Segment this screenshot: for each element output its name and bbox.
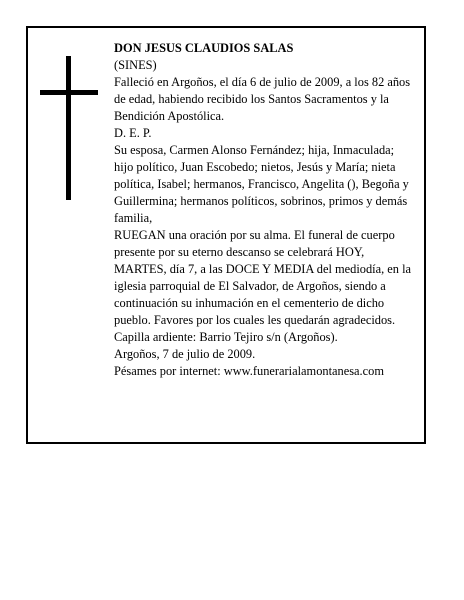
deceased-name: DON JESUS CLAUDIOS SALAS: [114, 41, 294, 55]
cross-icon: [40, 56, 98, 200]
funeral-details: RUEGAN una oración por su alma. El funeral de cuerpo presente por su eterno descanso se celebrará HOY, MARTES, día 7, a las DOCE Y MEDIA del mediodía, en la iglesia parroquial de El Salvador, de Argoños, siendo a continuación su inhumación en el cementerio de dicho pueblo. Favores por los cuales les quedarán agradecidos. Capilla ardiente: Barrio Tejiro s/n (Argoños).: [114, 228, 412, 344]
rest-in-peace: D. E. P.: [114, 126, 152, 140]
death-statement: Falleció en Argoños, el día 6 de julio de 2009, a los 82 años de edad, habiendo recibido los Santos Sacramentos y la Bendición Apostólica.: [114, 75, 411, 123]
notice-text: [114, 40, 416, 380]
origin: (SINES): [114, 58, 157, 72]
obituary-notice: [26, 26, 426, 444]
cross-horizontal-bar: [40, 90, 98, 95]
family-list: Su esposa, Carmen Alonso Fernández; hija, Inmaculada; hijo político, Juan Escobedo; nietos, Jesús y María; nieta política, Isabel; hermanos, Francisco, Angelita (), Begoña y Guillermina; hermanos políticos, sobrinos, primos y demás familia,: [114, 143, 409, 225]
place-date: Argoños, 7 de julio de 2009.: [114, 347, 256, 361]
condolences-link: Pésames por internet: www.funerarialamontanesa.com: [114, 364, 384, 378]
cross-vertical-bar: [66, 56, 71, 200]
